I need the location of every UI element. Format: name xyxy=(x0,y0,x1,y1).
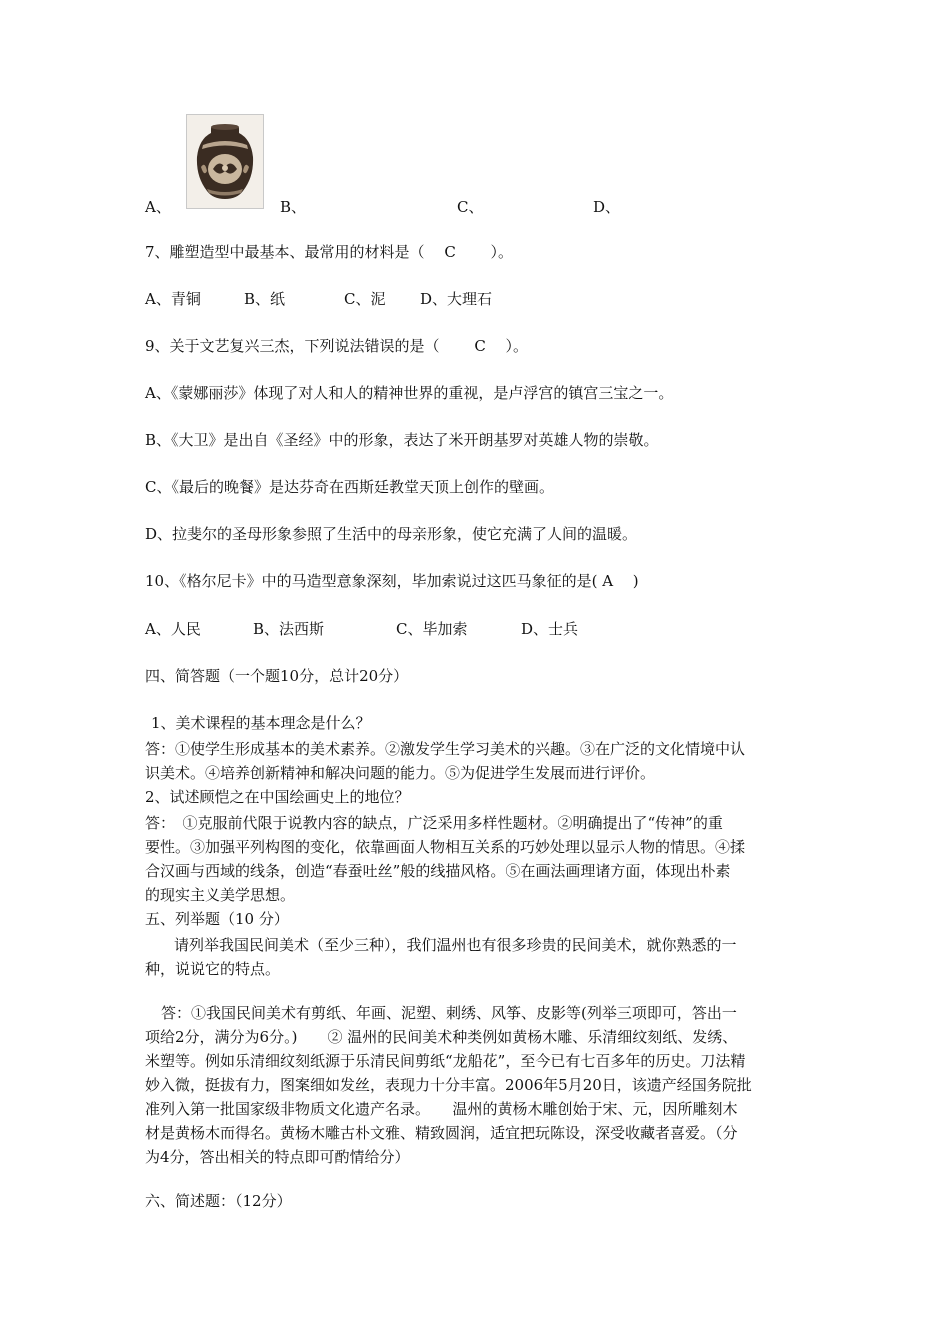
q7-option-b: B、纸 xyxy=(244,290,286,308)
q7-option-d: D、大理石 xyxy=(420,290,493,308)
q7-option-c: C、泥 xyxy=(344,290,386,308)
q6-option-d: D、 xyxy=(593,198,621,216)
q9-option-a: A、《蒙娜丽莎》体现了对人和人的精神世界的重视，是卢浮宫的镇宫三宝之一。 xyxy=(145,384,674,402)
section-5-title: 五、列举题（10 分） xyxy=(145,910,289,928)
s5-prompt-line-2: 种，说说它的特点。 xyxy=(145,960,281,978)
s4-answer-2-line-3: 合汉画与西域的线条，创造“春蚕吐丝”般的线描风格。⑤在画法画理诸方面，体现出朴素 xyxy=(145,862,731,880)
s4-answer-2-line-2: 要性。③加强平列构图的变化，依靠画面人物相互关系的巧妙处理以显示人物的情思。④揉 xyxy=(145,838,746,856)
q10-option-a: A、人民 xyxy=(145,620,201,638)
vase-image xyxy=(186,114,264,209)
s4-answer-1-line-2: 识美术。④培养创新精神和解决问题的能力。⑤为促进学生发展而进行评价。 xyxy=(145,764,656,782)
section-4-title: 四、简答题（一个题10分，总计20分） xyxy=(145,667,409,685)
s4-answer-2-line-4: 的现实主义美学思想。 xyxy=(145,886,296,904)
q10-option-c: C、毕加索 xyxy=(396,620,468,638)
q6-option-b: B、 xyxy=(280,198,307,216)
q7-option-a: A、青铜 xyxy=(145,290,201,308)
s4-answer-1-line-1: 答：①使学生形成基本的美术素养。②激发学生学习美术的兴趣。③在广泛的文化情境中认 xyxy=(145,740,746,758)
q6-option-c: C、 xyxy=(457,198,484,216)
q10-option-d: D、士兵 xyxy=(521,620,579,638)
s5-answer-line-2: 项给2分，满分为6分。) ② 温州的民间美术种类例如黄杨木雕、乐清细纹刻纸、发绣、 xyxy=(145,1028,738,1046)
q9-question: 9、关于文艺复兴三杰，下列说法错误的是（ C ）。 xyxy=(145,337,529,355)
s5-answer-line-1: 答：①我国民间美术有剪纸、年画、泥塑、刺绣、风筝、皮影等(列举三项即可，答出一 xyxy=(161,1004,737,1022)
s5-prompt-line-1: 请列举我国民间美术（至少三种），我们温州也有很多珍贵的民间美术，就你熟悉的一 xyxy=(174,936,737,954)
q10-question: 10、《格尔尼卡》中的马造型意象深刻，毕加索说过这匹马象征的是( A ) xyxy=(145,572,639,590)
q9-option-d: D、拉斐尔的圣母形象参照了生活中的母亲形象，使它充满了人间的温暖。 xyxy=(145,525,638,543)
q9-option-b: B、《大卫》是出自《圣经》中的形象，表达了米开朗基罗对英雄人物的崇敬。 xyxy=(145,431,659,449)
vase-picture xyxy=(187,115,263,208)
s5-answer-line-7: 为4分，答出相关的特点即可酌情给分） xyxy=(145,1148,410,1166)
s5-answer-line-6: 材是黄杨木而得名。黄杨木雕古朴文雅、精致圆润，适宜把玩陈设，深受收藏者喜爱。（分 xyxy=(145,1124,738,1142)
q6-option-a: A、 xyxy=(145,198,171,216)
s5-answer-line-4: 妙入微，挺拔有力，图案细如发丝，表现力十分丰富。2006年5月20日，该遗产经国务院批 xyxy=(145,1076,752,1094)
s5-answer-line-3: 米塑等。例如乐清细纹刻纸源于乐清民间剪纸“龙船花”，至今已有七百多年的历史。刀法精 xyxy=(145,1052,746,1070)
q10-option-b: B、法西斯 xyxy=(253,620,325,638)
s4-question-1: 1、美术课程的基本理念是什么？ xyxy=(151,714,371,732)
q7-question: 7、雕塑造型中最基本、最常用的材料是（ C ）。 xyxy=(145,243,514,261)
s4-question-2: 2、试述顾恺之在中国绘画史上的地位？ xyxy=(145,788,410,806)
q9-option-c: C、《最后的晚餐》是达芬奇在西斯廷教堂天顶上创作的壁画。 xyxy=(145,478,554,496)
s5-answer-line-5: 准列入第一批国家级非物质文化遗产名录。 温州的黄杨木雕创始于宋、元，因所雕刻木 xyxy=(145,1100,738,1118)
section-6-title: 六、简述题：（12分） xyxy=(145,1192,292,1210)
s4-answer-2-line-1: 答： ①克服前代限于说教内容的缺点，广泛采用多样性题材。②明确提出了“传神”的重 xyxy=(145,814,723,832)
